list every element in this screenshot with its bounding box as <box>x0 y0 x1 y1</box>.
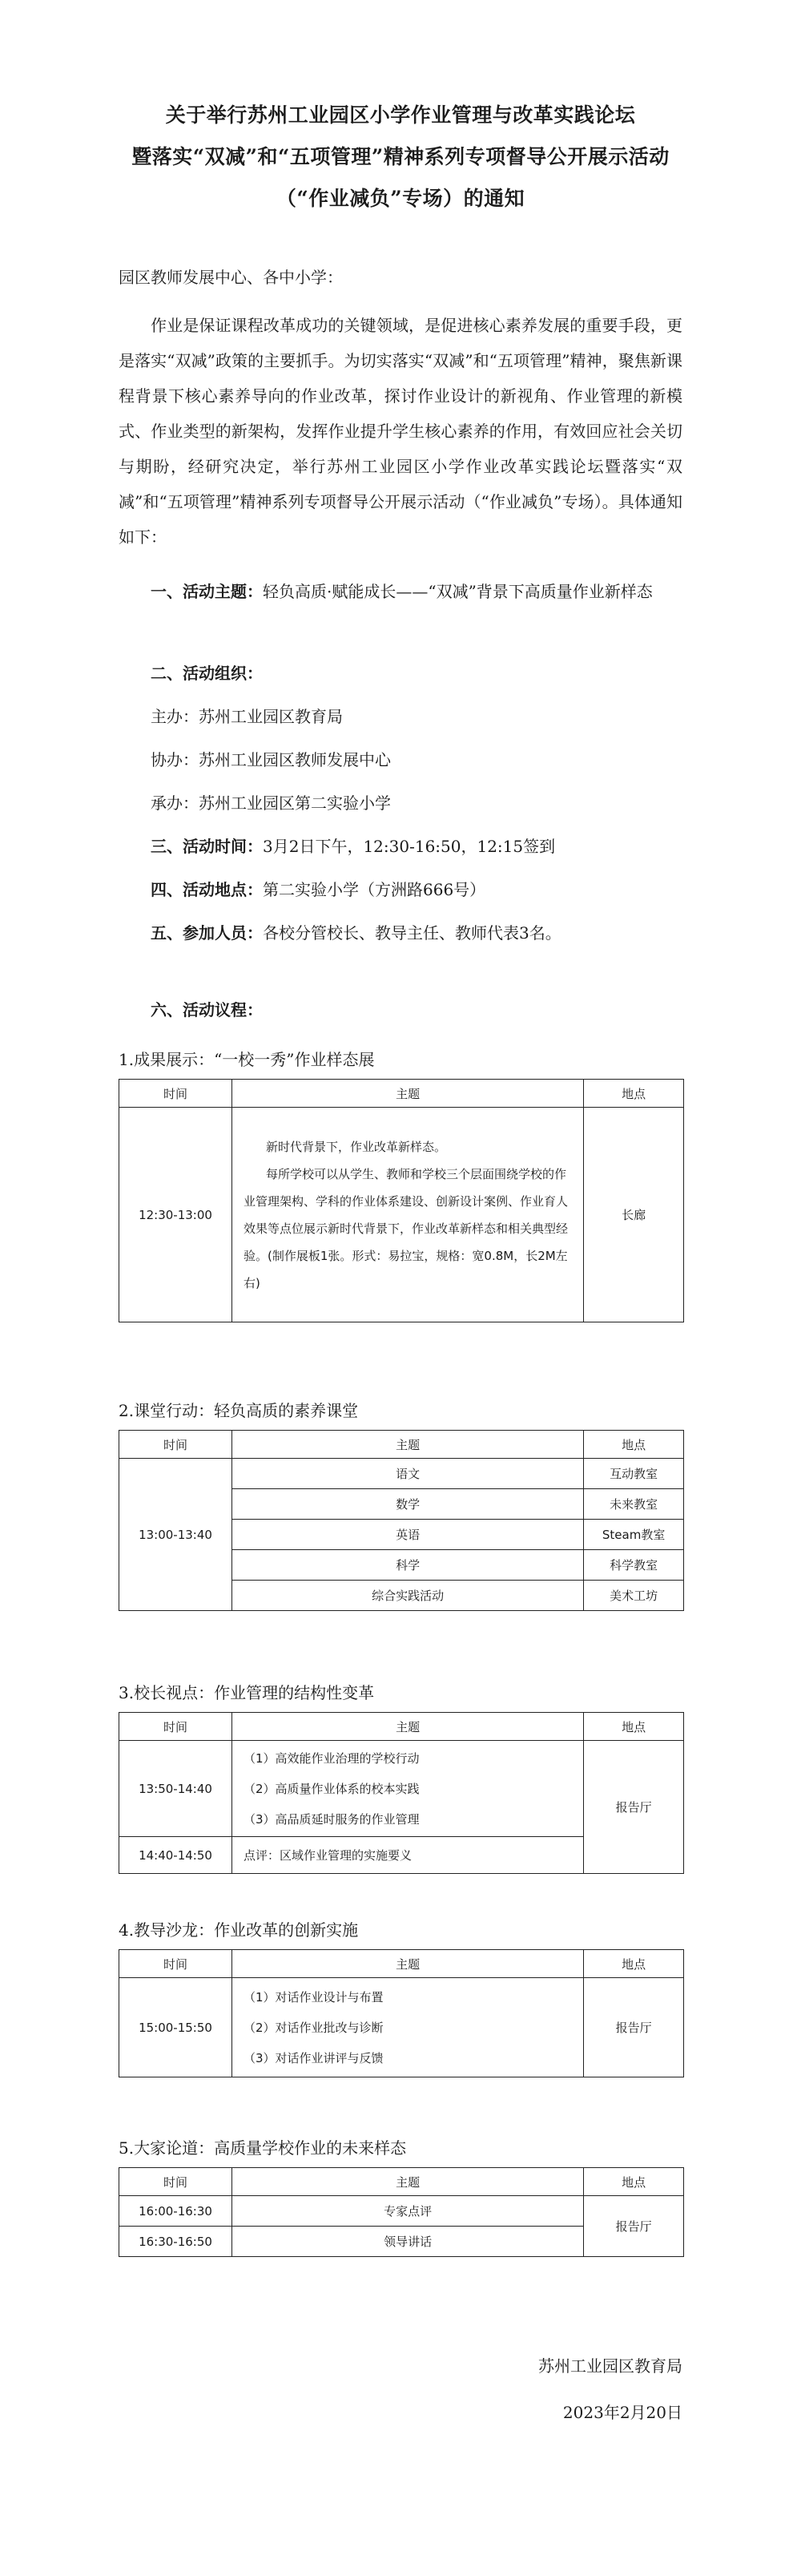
header-topic: 主题 <box>232 2168 584 2196</box>
table-row: 科学教室 <box>584 1550 684 1581</box>
header-place: 地点 <box>584 1950 684 1978</box>
table-row: 数学 <box>232 1489 584 1520</box>
table-row: Steam教室 <box>584 1520 684 1550</box>
part2-title: 2.课堂行动：轻负高质的素养课堂 <box>119 1401 359 1420</box>
section-time: 三、活动时间：3月2日下午，12:30-16:50，12:15签到 <box>151 837 556 856</box>
table-row: 英语 <box>232 1520 584 1550</box>
part5-title: 5.大家论道：高质量学校作业的未来样态 <box>119 2138 407 2158</box>
part5-time2: 16:30-16:50 <box>119 2227 232 2257</box>
part1-title: 1.成果展示：“一校一秀”作业样态展 <box>119 1050 375 1069</box>
header-place: 地点 <box>584 1080 684 1108</box>
table-row: 互动教室 <box>584 1459 684 1489</box>
header-time: 时间 <box>119 1950 232 1978</box>
table-row: 美术工坊 <box>584 1581 684 1611</box>
addressee: 园区教师发展中心、各中小学： <box>119 268 343 287</box>
section-agenda-label: 六、活动议程： <box>151 1000 263 1019</box>
header-place: 地点 <box>584 2168 684 2196</box>
section-place: 四、活动地点：第二实验小学（方洲路666号） <box>151 880 486 899</box>
title-line-1: 关于举行苏州工业园区小学作业管理与改革实践论坛 <box>165 103 636 127</box>
list-item: （1）对话作业设计与布置 <box>244 1989 384 2005</box>
title-line-2: 暨落实“双减”和“五项管理”精神系列专项督导公开展示活动 <box>131 145 670 168</box>
table-row: 未来教室 <box>584 1489 684 1520</box>
part4-time: 15:00-15:50 <box>119 1978 232 2077</box>
part1-table <box>119 1079 684 1322</box>
part3-place: 报告厅 <box>584 1741 684 1874</box>
part1-topic-line2: 每所学校可以从学生、教师和学校三个层面围绕学校的作业管理架构、学科的作业体系建设、创新设计案例、作业育人效果等点位展示新时代背景下，作业改革新样态和相关典型经验。(制作展板1张。形式：易拉宝，规格：宽0.8M，长2M左右) <box>244 1166 569 1290</box>
part4-table <box>119 1949 684 2077</box>
header-time: 时间 <box>119 1713 232 1741</box>
list-item: （1）高效能作业治理的学校行动 <box>244 1750 420 1766</box>
part5-topic2: 领导讲话 <box>232 2227 584 2257</box>
part4-items <box>232 1978 584 2077</box>
header-time: 时间 <box>119 2168 232 2196</box>
header-topic: 主题 <box>232 1431 584 1459</box>
notice-title <box>0 95 801 220</box>
part4-place: 报告厅 <box>584 1978 684 2077</box>
header-place: 地点 <box>584 1431 684 1459</box>
section-theme-text: 轻负高质·赋能成长——“双减”背景下高质量作业新样态 <box>263 582 653 601</box>
part3-comment: 点评：区域作业管理的实施要义 <box>232 1837 584 1874</box>
list-item: （2）对话作业批改与诊断 <box>244 2020 384 2035</box>
header-topic: 主题 <box>232 1713 584 1741</box>
table-row: 科学 <box>232 1550 584 1581</box>
header-topic: 主题 <box>232 1080 584 1108</box>
co-host-line: 协办：苏州工业园区教师发展中心 <box>151 750 391 769</box>
part5-place: 报告厅 <box>584 2196 684 2257</box>
header-topic: 主题 <box>232 1950 584 1978</box>
signature-date: 2023年2月20日 <box>562 2403 682 2422</box>
part3-items <box>232 1741 584 1837</box>
table-row: 语文 <box>232 1459 584 1489</box>
part3-table <box>119 1712 684 1874</box>
section-org-label: 二、活动组织： <box>151 664 263 683</box>
part1-time: 12:30-13:00 <box>119 1108 232 1322</box>
list-item: （3）对话作业讲评与反馈 <box>244 2050 384 2065</box>
part3-title: 3.校长视点：作业管理的结构性变革 <box>119 1683 375 1702</box>
list-item: （3）高品质延时服务的作业管理 <box>244 1811 420 1827</box>
signature-org: 苏州工业园区教育局 <box>538 2356 682 2376</box>
header-time: 时间 <box>119 1080 232 1108</box>
part5-table <box>119 2167 684 2257</box>
part1-topic <box>232 1108 584 1322</box>
host-line: 主办：苏州工业园区教育局 <box>151 707 343 726</box>
part5-topic1: 专家点评 <box>232 2196 584 2227</box>
table-row: 综合实践活动 <box>232 1581 584 1611</box>
header-time: 时间 <box>119 1431 232 1459</box>
part3-time2: 14:40-14:50 <box>119 1837 232 1874</box>
part2-table <box>119 1430 684 1611</box>
part1-topic-line1: 新时代背景下，作业改革新样态。 <box>266 1139 447 1154</box>
list-item: （2）高质量作业体系的校本实践 <box>244 1781 420 1796</box>
part2-time: 13:00-13:40 <box>119 1459 232 1611</box>
section-people: 五、参加人员：各校分管校长、教导主任、教师代表3名。 <box>151 923 562 943</box>
section-theme-label: 一、活动主题： <box>151 582 263 601</box>
header-place: 地点 <box>584 1713 684 1741</box>
title-line-3: （“作业减负”专场）的通知 <box>276 187 525 210</box>
section-theme <box>119 574 682 609</box>
part5-time1: 16:00-16:30 <box>119 2196 232 2227</box>
part3-time1: 13:50-14:40 <box>119 1741 232 1837</box>
intro-paragraph: 作业是保证课程改革成功的关键领域，是促进核心素养发展的重要手段，更是落实“双减”政策的主要抓手。为切实落实“双减”和“五项管理”精神，聚焦新课程背景下核心素养导向的作业改革，探讨作业设计的新视角、作业管理的新模式、作业类型的新架构，发挥作业提升学生核心素养的作用，有效回应社会关切与期盼，经研究决定，举行苏州工业园区小学作业改革实践论坛暨落实“双减”和“五项管理”精神系列专项督导公开展示活动（“作业减负”专场）。具体通知如下： <box>119 316 682 547</box>
part4-title: 4.教导沙龙：作业改革的创新实施 <box>119 1920 359 1940</box>
part1-place: 长廊 <box>584 1108 684 1322</box>
organizer-line: 承办：苏州工业园区第二实验小学 <box>151 793 391 813</box>
